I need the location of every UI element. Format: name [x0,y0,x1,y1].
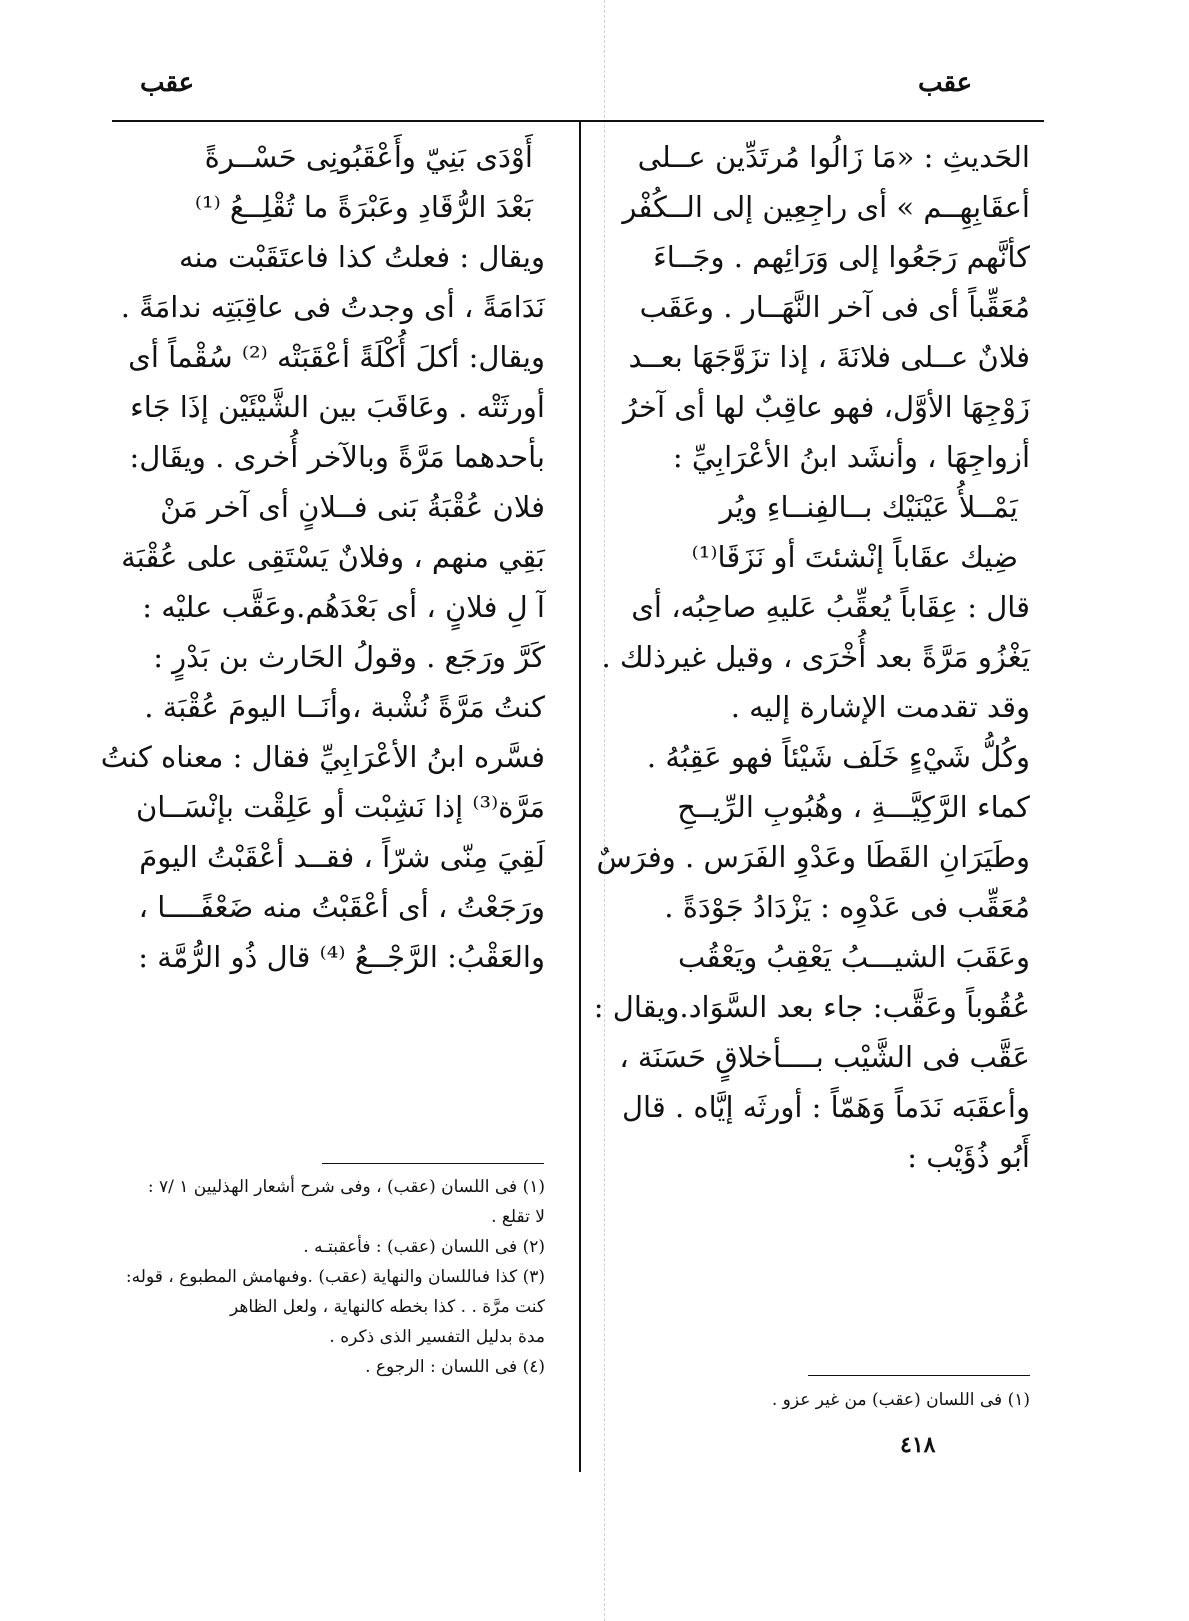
text-line: أَبُو ذُؤَيْب : [907,1140,1030,1174]
footnotes-right [610,1385,1030,1415]
text-line: بَقِي منهم ، وفلانٌ يَسْتَقِى على عُقْبَة [121,540,545,574]
footnote: (٢) فى اللسان (عقب) : فأعقبتـه . [303,1237,545,1257]
text-line: عَقَّب فى الشَّيْب بــــأخلاقٍ حَسَنَة ، [619,1040,1030,1074]
text-line: كنتُ مَرَّةً نُشْبة ،وأنَــا اليومَ عُقْبَة . [144,690,545,724]
text-line: قال : عِقَاباً يُعقِّبُ عَليهِ صاحِبُه، أى [631,590,1030,624]
text-line: يَغْزُو مَرَّةً بعد أُخْرَى ، وقيل غيرذلك . [601,640,1030,674]
footnote: كنت مرَّة . . كذا بخطه كالنهاية ، ولعل الظاهر [229,1297,545,1317]
text-line: كَرَّ ورَجَع . وقولُ الحَارث بن بَدْرٍ : [153,640,545,674]
text-line: مُعَقِّب فى عَدْوِه : يَزْدَادُ جَوْدَةً . [664,890,1030,924]
footnote-rule-left [322,1163,544,1164]
header-rule [112,120,1044,122]
text-line: والعَقْبُ: الرَّجْــعُ ⁽⁴⁾ قال ذُو الرُّمَّة : [138,940,545,974]
footnote-rule-right [808,1375,1030,1376]
column-divider [579,120,581,1472]
text-line: أعقَابِهِــم » أى راجِعِين إلى الــكُفْر [622,190,1030,224]
text-line: فلانٌ عــلى فلانَةَ ، إذا تزَوَّجَهَا بعــد [628,340,1030,374]
header-word-right: عقب [918,68,973,98]
verse-line: يَمْــلأُ عَيْنَيْك بــالفِنــاءِ ويُر [719,490,1018,524]
text-line: وكُلُّ شَيْءٍ خَلَف شَيْئاً فهو عَقِبُهُ . [646,740,1030,774]
footnote: مدة بدليل التفسير الذى ذكره . [329,1327,545,1347]
text-line: مَرَّة⁽³⁾ إذا نَشِبْت أو عَلِقْت بإنْسَــان [136,790,545,824]
text-line: كأنَّهم رَجَعُوا إلى وَرَائِهم . وجَــاءَ [653,240,1030,274]
text-line: لَقِيَ مِنّى شرّاً ، فقــد أعْقَبْتُ اليومَ [139,840,545,874]
verse-line: أَوْدَى بَنِيّ وأَعْقَبُونِى حَسْــرةً [204,140,533,174]
footnote: (٤) فى اللسان : الرجوع . [365,1357,545,1377]
left-column [100,132,545,982]
text-line: أورثَتْه . وعَاقَبَ بين الشَّيْئَيْن إذَا جَاء [130,390,545,424]
text-line: وأعقَبَه نَدَماً وَهَمّاً : أورثَه إيَّاه . قال [621,1090,1030,1124]
footnote: (١) فى اللسان (عقب) من غير عزو . [771,1390,1030,1410]
text-line: آ لِ فلانٍ ، أى بَعْدَهُم.وعَقَّب عليْه : [142,590,545,624]
text-line: ورَجَعْتُ ، أى أعْقَبْتُ منه ضَعْفًــــا ، [138,890,545,924]
text-line: فسَّره ابنُ الأعْرَابِيِّ فقال : معناه كنتُ [100,740,545,774]
text-line: الحَديثِ : «مَا زَالُوا مُرتَدِّين عــلى [637,140,1030,174]
footnote: (٣) كذا فىاللسان والنهاية (عقب) .وفىهامش المطبوع ، قوله: [125,1267,545,1287]
text-line: بأحدهما مَرَّةً وبالآخر أُخرى . ويقَال: [129,440,545,474]
text-line: وعَقَبَ الشيـــبُ يَعْقِبُ ويَعْقُب [677,940,1030,974]
verse-line: بَعْدَ الرُّقَادِ وعَبْرَةً ما تُقْلِــعُ ⁽¹⁾ [194,190,533,224]
footnote: لا تقلع . [491,1207,545,1227]
text-line: نَدَامَةً ، أى وجدتُ فى عاقِبَتِه ندامَةً . [120,290,545,324]
footnotes-left [105,1172,545,1382]
text-line: أزواجِهَا ، وأنشَد ابنُ الأعْرَابِيِّ : [672,440,1030,474]
page-fold-line [604,0,605,1621]
header-word-left: عقب [140,68,195,98]
verse-line: ضِيك عقَاباً إنْشئتَ أو نَزَقَا⁽¹⁾ [691,540,1018,574]
text-line: وطَيَرَانِ القَطَا وعَدْوِ الفَرَس . وفرَسٌ [596,840,1030,874]
right-column [593,132,1030,1182]
text-line: فلان عُقْبَةُ بَنى فــلانٍ أى آخر مَنْ [160,490,545,524]
text-line: ويقال: أكلَ أُكْلَةً أعْقَبَتْه ⁽²⁾ سُقْماً أى [128,340,545,374]
text-line: وقد تقدمت الإشارة إليه . [730,690,1030,724]
page-number: ٤١٨ [900,1432,936,1458]
text-line: زَوْجِهَا الأوَّل، فهو عاقِبٌ لها أى آخرُ [623,390,1030,424]
text-line: كماء الرَّكِيَّـــةِ ، وهُبُوبِ الرِّيــحِ [677,790,1030,824]
footnote: (١) فى اللسان (عقب) ، وفى شرح أشعار الهذليين ١ /٧ : [147,1177,545,1197]
text-line: مُعَقِّباً أى فى آخر النَّهَــار . وعَقَب [639,290,1030,324]
text-line: عُقُوباً وعَقَّب: جاء بعد السَّوَاد.ويقال : [593,990,1030,1024]
text-line: ويقال : فعلتُ كذا فاعتَقَبْت منه [178,240,545,274]
